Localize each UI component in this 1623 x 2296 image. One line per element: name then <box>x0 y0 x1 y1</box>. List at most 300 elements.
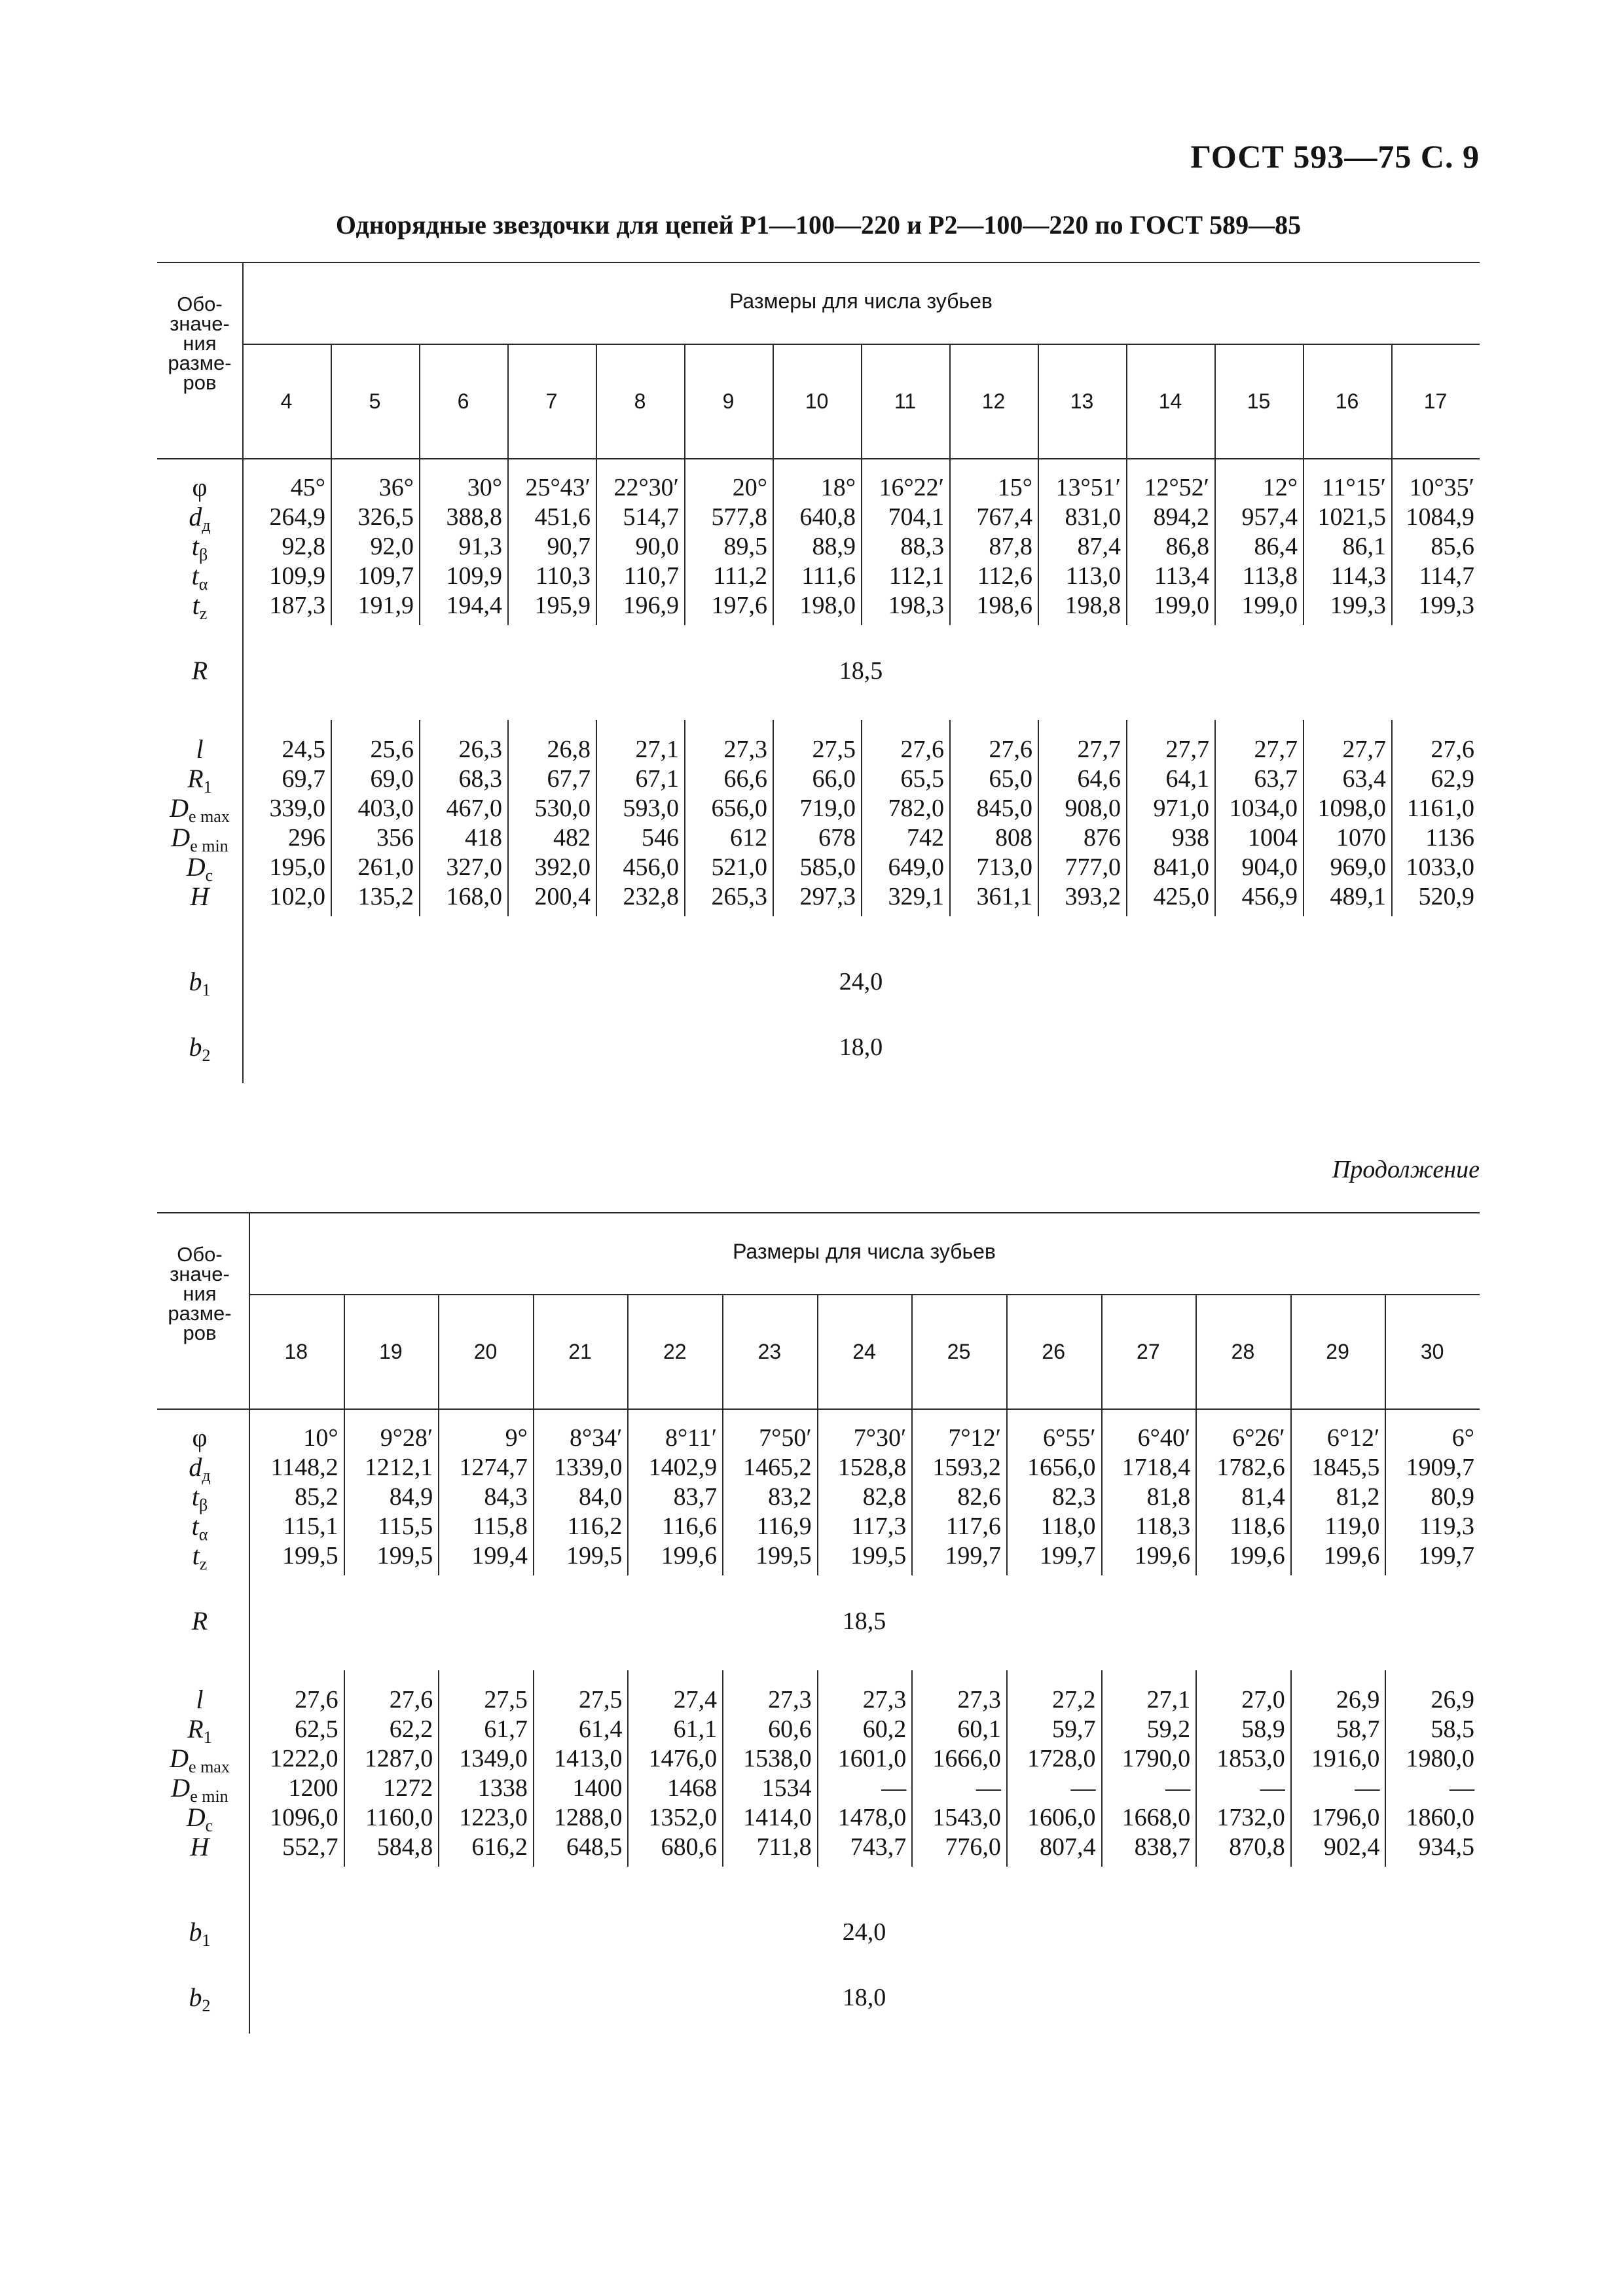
h-value: 584,8 <box>376 1833 433 1861</box>
teeth-count-header: 5 <box>369 389 381 413</box>
l-value: 27,3 <box>862 1686 907 1713</box>
row-d-d <box>157 501 242 533</box>
d-d-value: 1782,6 <box>1216 1454 1285 1481</box>
r1-value: 58,5 <box>1431 1715 1474 1743</box>
phi-value: 9° <box>505 1424 528 1452</box>
teeth-count-header: 25 <box>947 1340 971 1363</box>
row-dc <box>157 1802 242 1833</box>
phi-value: 6°26′ <box>1232 1424 1285 1452</box>
dc-value: 904,0 <box>1241 853 1298 881</box>
de-min-value: 1004 <box>1248 824 1298 852</box>
phi-value: 6°55′ <box>1043 1424 1096 1452</box>
t-z-value: 199,5 <box>756 1542 812 1570</box>
r1-value: 58,7 <box>1336 1715 1380 1743</box>
t-alpha-value: 118,0 <box>1040 1513 1096 1540</box>
de-min-value: 1070 <box>1336 824 1386 852</box>
row-t-alpha-subscript: α <box>198 1525 208 1544</box>
t-alpha-value: 116,9 <box>756 1513 812 1540</box>
teeth-count-header: 29 <box>1326 1340 1349 1363</box>
dc-value: 521,0 <box>711 853 767 881</box>
de-min-value: 1534 <box>761 1774 812 1802</box>
de-max-value: 593,0 <box>623 795 679 822</box>
h-value: 329,1 <box>888 883 944 910</box>
h-value: 520,9 <box>1418 883 1474 910</box>
h-value: 902,4 <box>1323 1833 1380 1861</box>
t-alpha-value: 109,7 <box>357 562 414 590</box>
t-z-value: 199,3 <box>1330 592 1386 619</box>
d-d-value: 1402,9 <box>648 1454 718 1481</box>
h-value: 200,4 <box>534 883 591 910</box>
d-d-value: 1212,1 <box>364 1454 433 1481</box>
de-min-value: — <box>1260 1774 1285 1802</box>
phi-value: 22°30′ <box>613 474 679 501</box>
de-min-value: 938 <box>1172 824 1209 852</box>
phi-value: 11°15′ <box>1321 474 1386 501</box>
h-value: 297,3 <box>799 883 856 910</box>
r1-value: 59,7 <box>1052 1715 1096 1743</box>
de-min-value: 296 <box>288 824 325 852</box>
de-max-value: 1222,0 <box>270 1745 338 1772</box>
t-alpha-value: 114,3 <box>1330 562 1386 590</box>
row-phi-symbol: φ <box>192 1423 208 1452</box>
teeth-count-header: 28 <box>1231 1340 1255 1363</box>
r1-value: 59,2 <box>1146 1715 1191 1743</box>
teeth-count-header: 26 <box>1042 1340 1066 1363</box>
t-z-value: 198,3 <box>888 592 944 619</box>
de-min-value: 1272 <box>383 1774 433 1802</box>
de-min-value: — <box>1165 1774 1191 1802</box>
t-alpha-value: 110,3 <box>535 562 591 590</box>
t-alpha-value: 116,2 <box>567 1513 623 1540</box>
de-max-value: 1161,0 <box>1406 795 1474 822</box>
t-z-value: 199,5 <box>850 1542 907 1570</box>
d-d-value: 577,8 <box>711 503 767 531</box>
row-de-min-subscript: e min <box>190 836 228 855</box>
t-beta-value: 90,0 <box>635 533 679 560</box>
l-value: 26,9 <box>1431 1686 1474 1713</box>
dc-value: 1668,0 <box>1122 1804 1191 1831</box>
l-value: 26,9 <box>1336 1686 1380 1713</box>
row-t-beta-subscript: β <box>198 1496 208 1515</box>
row-t-z <box>157 1540 242 1571</box>
t-beta-value: 82,3 <box>1052 1483 1096 1511</box>
l-value: 24,5 <box>282 736 325 763</box>
dc-value: 1033,0 <box>1406 853 1474 881</box>
row-l <box>157 1684 242 1715</box>
r1-value: 60,2 <box>862 1715 907 1743</box>
de-min-value: 1338 <box>477 1774 528 1802</box>
teeth-count-header: 9 <box>722 389 735 413</box>
sizes-rule <box>249 1294 1480 1295</box>
dc-value: 1223,0 <box>459 1804 528 1831</box>
l-value: 27,6 <box>989 736 1032 763</box>
dc-value: 649,0 <box>888 853 944 881</box>
row-phi <box>157 1422 242 1454</box>
designation-header-line: разме- <box>168 351 232 374</box>
designation-header-line: значе- <box>170 312 230 335</box>
h-value: 361,1 <box>976 883 1032 910</box>
row-r1-subscript: 1 <box>203 1728 212 1747</box>
page-header: ГОСТ 593—75 С. 9 <box>1190 138 1480 175</box>
dc-value: 1860,0 <box>1406 1804 1474 1831</box>
t-z-value: 199,5 <box>376 1542 433 1570</box>
h-value: 648,5 <box>566 1833 623 1861</box>
row-de-max-symbol: D <box>170 793 189 823</box>
teeth-count-header: 22 <box>663 1340 687 1363</box>
de-max-value: 1538,0 <box>743 1745 812 1772</box>
t-z-value: 199,6 <box>1134 1542 1191 1570</box>
r1-value: 66,6 <box>723 765 767 793</box>
t-beta-value: 83,2 <box>768 1483 812 1511</box>
l-value: 27,4 <box>673 1686 718 1713</box>
l-value: 27,5 <box>812 736 856 763</box>
r1-value: 60,1 <box>957 1715 1001 1743</box>
t-z-value: 199,0 <box>1241 592 1298 619</box>
row-b2-symbol: b <box>189 1982 202 2012</box>
row-dc-subscript: c <box>205 1816 213 1835</box>
de-max-value: 1476,0 <box>648 1745 718 1772</box>
dc-value: 969,0 <box>1330 853 1386 881</box>
t-z-value: 199,6 <box>661 1542 718 1570</box>
row-l-symbol: l <box>196 1685 204 1714</box>
t-alpha-value: 109,9 <box>269 562 325 590</box>
h-value: 489,1 <box>1330 883 1386 910</box>
teeth-count-header: 12 <box>981 389 1006 413</box>
designation-header-line: ров <box>183 1321 217 1344</box>
phi-value: 45° <box>290 474 325 501</box>
row-r1-subscript: 1 <box>203 778 212 797</box>
d-d-value: 957,4 <box>1241 503 1298 531</box>
r1-value: 65,0 <box>989 765 1032 793</box>
h-value: 616,2 <box>471 1833 528 1861</box>
designation-header-line: разме- <box>168 1302 232 1325</box>
de-max-value: 656,0 <box>711 795 767 822</box>
dc-value: 392,0 <box>534 853 591 881</box>
designation-header <box>157 1245 242 1343</box>
row-d-d <box>157 1452 242 1483</box>
t-beta-value: 90,7 <box>547 533 591 560</box>
teeth-count-header: 10 <box>805 389 829 413</box>
row-b1 <box>157 1916 242 1948</box>
row-r1 <box>157 763 242 795</box>
t-beta-value: 92,8 <box>282 533 325 560</box>
t-z-value: 199,5 <box>566 1542 623 1570</box>
row-dc-symbol: D <box>186 852 206 882</box>
t-z-value: 196,9 <box>623 592 679 619</box>
row-t-z <box>157 590 242 621</box>
t-alpha-value: 112,1 <box>888 562 944 590</box>
t-z-value: 198,8 <box>1065 592 1121 619</box>
d-d-value: 388,8 <box>446 503 502 531</box>
dc-value: 1288,0 <box>553 1804 623 1831</box>
dc-value: 195,0 <box>269 853 325 881</box>
row-d-d-symbol: d <box>189 1452 202 1482</box>
row-t-alpha-symbol: t <box>191 1511 199 1541</box>
row-b2-subscript: 2 <box>202 1046 211 1065</box>
row-de-min-subscript: e min <box>190 1787 228 1806</box>
r1-value: 64,1 <box>1165 765 1209 793</box>
r1-value: 60,6 <box>768 1715 812 1743</box>
l-value: 27,1 <box>635 736 679 763</box>
l-value: 27,3 <box>957 1686 1001 1713</box>
row-t-beta <box>157 1481 242 1513</box>
t-alpha-value: 117,6 <box>945 1513 1001 1540</box>
l-value: 27,6 <box>900 736 944 763</box>
phi-value: 8°34′ <box>569 1424 623 1452</box>
row-h <box>157 1831 242 1863</box>
row-h <box>157 881 242 912</box>
de-max-value: 1034,0 <box>1229 795 1298 822</box>
l-value: 27,7 <box>1254 736 1298 763</box>
l-value: 27,7 <box>1077 736 1121 763</box>
row-de-min <box>157 822 242 853</box>
designation-header-line: ния <box>183 332 217 355</box>
t-alpha-value: 119,3 <box>1419 1513 1474 1540</box>
t-beta-value: 91,3 <box>458 533 502 560</box>
de-min-value: 678 <box>818 824 856 852</box>
h-value: 934,5 <box>1418 1833 1474 1861</box>
t-alpha-value: 118,6 <box>1230 1513 1285 1540</box>
t-alpha-value: 118,3 <box>1135 1513 1191 1540</box>
dc-value: 1543,0 <box>932 1804 1001 1831</box>
t-beta-value: 85,2 <box>295 1483 338 1511</box>
t-beta-value: 87,8 <box>989 533 1032 560</box>
row-d-d-subscript: д <box>202 1466 211 1485</box>
teeth-count-header: 18 <box>284 1340 308 1363</box>
row-r1-symbol: R <box>187 764 204 793</box>
teeth-count-header: 23 <box>757 1340 782 1363</box>
d-d-value: 1021,5 <box>1317 503 1386 531</box>
phi-value: 30° <box>467 474 502 501</box>
header-bottom-rule <box>157 1408 1480 1410</box>
de-max-value: 1980,0 <box>1406 1745 1474 1772</box>
de-min-value: 418 <box>465 824 502 852</box>
row-b1-symbol: b <box>189 1917 202 1946</box>
l-value: 27,2 <box>1052 1686 1096 1713</box>
phi-value: 10°35′ <box>1409 474 1474 501</box>
dc-value: 1796,0 <box>1311 1804 1380 1831</box>
t-z-value: 195,9 <box>534 592 591 619</box>
t-z-value: 199,7 <box>945 1542 1001 1570</box>
phi-value: 6°40′ <box>1137 1424 1191 1452</box>
row-l-symbol: l <box>196 734 204 764</box>
designation-header-line: ния <box>183 1282 217 1305</box>
t-alpha-value: 115,1 <box>283 1513 338 1540</box>
phi-value: 6°12′ <box>1326 1424 1380 1452</box>
sizes-header: Размеры для числа зубьев <box>733 1240 996 1263</box>
row-t-beta <box>157 531 242 562</box>
t-z-value: 199,3 <box>1418 592 1474 619</box>
h-value: 265,3 <box>711 883 767 910</box>
sizes-header: Размеры для числа зубьев <box>729 289 993 313</box>
t-alpha-value: 115,5 <box>378 1513 433 1540</box>
row-h-symbol: H <box>190 1832 210 1861</box>
de-max-value: 782,0 <box>888 795 944 822</box>
de-min-value: 546 <box>642 824 679 852</box>
d-d-value: 1593,2 <box>932 1454 1001 1481</box>
de-max-value: 339,0 <box>269 795 325 822</box>
t-alpha-value: 119,0 <box>1324 1513 1380 1540</box>
de-min-value: 356 <box>376 824 414 852</box>
r1-value: 62,5 <box>295 1715 338 1743</box>
row-b1-symbol: b <box>189 967 202 996</box>
de-max-value: 1790,0 <box>1122 1745 1191 1772</box>
d-d-value: 1148,2 <box>270 1454 338 1481</box>
de-max-value: 403,0 <box>357 795 414 822</box>
teeth-count-header: 7 <box>545 389 558 413</box>
t-beta-value: 86,1 <box>1342 533 1386 560</box>
d-d-value: 326,5 <box>357 503 414 531</box>
t-alpha-value: 113,8 <box>1242 562 1298 590</box>
t-beta-value: 80,9 <box>1431 1483 1474 1511</box>
row-de-min-symbol: D <box>171 823 191 852</box>
teeth-count-header: 4 <box>280 389 293 413</box>
h-value: 776,0 <box>945 1833 1001 1861</box>
b2-value: 18,0 <box>842 1984 886 2011</box>
row-r-symbol: R <box>191 656 208 685</box>
h-value: 552,7 <box>282 1833 338 1861</box>
h-value: 135,2 <box>357 883 414 910</box>
row-b1-subscript: 1 <box>202 1931 211 1950</box>
b1-value: 24,0 <box>839 968 883 996</box>
dc-value: 1732,0 <box>1216 1804 1285 1831</box>
l-value: 27,5 <box>484 1686 528 1713</box>
de-max-value: 908,0 <box>1065 795 1121 822</box>
teeth-count-header: 16 <box>1335 389 1359 413</box>
dc-value: 327,0 <box>446 853 502 881</box>
r1-value: 65,5 <box>900 765 944 793</box>
r1-value: 61,1 <box>673 1715 718 1743</box>
de-max-value: 971,0 <box>1153 795 1209 822</box>
dc-value: 1414,0 <box>743 1804 812 1831</box>
phi-value: 20° <box>732 474 767 501</box>
designation-header-line: значе- <box>170 1263 230 1285</box>
h-value: 102,0 <box>269 883 325 910</box>
row-b2-subscript: 2 <box>202 1996 211 2015</box>
row-l <box>157 734 242 765</box>
t-beta-value: 81,4 <box>1241 1483 1285 1511</box>
r1-value: 64,6 <box>1077 765 1121 793</box>
h-value: 743,7 <box>850 1833 907 1861</box>
phi-value: 8°11′ <box>665 1424 718 1452</box>
d-d-value: 1084,9 <box>1406 503 1474 531</box>
de-min-value: 808 <box>995 824 1032 852</box>
continuation-label: Продолжение <box>1332 1156 1480 1183</box>
teeth-count-header: 14 <box>1158 389 1182 413</box>
t-beta-value: 84,0 <box>578 1483 623 1511</box>
dc-value: 1606,0 <box>1027 1804 1096 1831</box>
t-alpha-value: 115,8 <box>472 1513 528 1540</box>
t-alpha-value: 117,3 <box>851 1513 907 1540</box>
l-value: 27,7 <box>1342 736 1386 763</box>
t-alpha-value: 111,6 <box>801 562 856 590</box>
row-de-min <box>157 1772 242 1804</box>
de-min-value: 742 <box>907 824 944 852</box>
dc-value: 1478,0 <box>837 1804 907 1831</box>
de-min-value: — <box>1070 1774 1096 1802</box>
row-d-d-subscript: д <box>202 516 211 535</box>
t-z-value: 199,4 <box>471 1542 528 1570</box>
r1-value: 69,7 <box>282 765 325 793</box>
l-value: 27,6 <box>295 1686 338 1713</box>
dc-value: 841,0 <box>1153 853 1209 881</box>
h-value: 838,7 <box>1134 1833 1191 1861</box>
t-beta-value: 92,0 <box>370 533 414 560</box>
t-beta-value: 89,5 <box>723 533 767 560</box>
l-value: 27,3 <box>723 736 767 763</box>
phi-value: 12° <box>1262 474 1298 501</box>
row-t-z-symbol: t <box>192 590 200 620</box>
de-min-value: 1136 <box>1425 824 1474 852</box>
row-r <box>157 655 242 687</box>
teeth-count-header: 21 <box>568 1340 592 1363</box>
t-z-value: 187,3 <box>269 592 325 619</box>
row-dc-symbol: D <box>186 1803 206 1832</box>
row-r-symbol: R <box>191 1606 208 1636</box>
row-r1 <box>157 1713 242 1745</box>
de-max-value: 1098,0 <box>1317 795 1386 822</box>
de-max-value: 845,0 <box>976 795 1032 822</box>
de-max-value: 1728,0 <box>1027 1745 1096 1772</box>
phi-value: 12°52′ <box>1144 474 1209 501</box>
row-b2 <box>157 1982 242 2013</box>
de-min-value: 1468 <box>667 1774 718 1802</box>
d-d-value: 767,4 <box>976 503 1032 531</box>
r1-value: 62,9 <box>1431 765 1474 793</box>
t-beta-value: 84,3 <box>484 1483 528 1511</box>
designation-header-line: Обо- <box>177 1243 223 1266</box>
r1-value: 69,0 <box>370 765 414 793</box>
de-max-value: 1413,0 <box>553 1745 623 1772</box>
de-max-value: 530,0 <box>534 795 591 822</box>
de-max-value: 1287,0 <box>364 1745 433 1772</box>
d-d-value: 1465,2 <box>743 1454 812 1481</box>
l-value: 27,5 <box>578 1686 623 1713</box>
teeth-count-header: 13 <box>1070 389 1094 413</box>
de-max-value: 1853,0 <box>1216 1745 1285 1772</box>
designation-header-line: Обо- <box>177 293 223 315</box>
teeth-count-header: 17 <box>1423 389 1448 413</box>
h-value: 711,8 <box>756 1833 812 1861</box>
l-value: 27,6 <box>389 1686 433 1713</box>
de-max-value: 1349,0 <box>459 1745 528 1772</box>
row-t-z-subscript: z <box>199 604 208 623</box>
t-alpha-value: 111,2 <box>713 562 767 590</box>
phi-value: 13°51′ <box>1055 474 1121 501</box>
phi-value: 7°30′ <box>853 1424 907 1452</box>
header-bottom-rule <box>157 458 1480 459</box>
row-dc <box>157 852 242 883</box>
de-max-value: 467,0 <box>446 795 502 822</box>
teeth-count-header: 15 <box>1247 389 1271 413</box>
row-b1-subscript: 1 <box>202 980 211 999</box>
d-d-value: 831,0 <box>1065 503 1121 531</box>
t-z-value: 199,5 <box>282 1542 338 1570</box>
row-t-beta-subscript: β <box>198 545 208 564</box>
r1-value: 58,9 <box>1241 1715 1285 1743</box>
t-beta-value: 83,7 <box>673 1483 718 1511</box>
de-max-value: 719,0 <box>799 795 856 822</box>
de-min-value: 1400 <box>572 1774 623 1802</box>
row-b1 <box>157 966 242 997</box>
r1-value: 66,0 <box>812 765 856 793</box>
teeth-count-header: 24 <box>852 1340 876 1363</box>
t-z-value: 197,6 <box>711 592 767 619</box>
phi-value: 25°43′ <box>525 474 591 501</box>
t-z-value: 199,6 <box>1229 1542 1285 1570</box>
phi-value: 9°28′ <box>380 1424 433 1452</box>
row-de-max <box>157 793 242 824</box>
